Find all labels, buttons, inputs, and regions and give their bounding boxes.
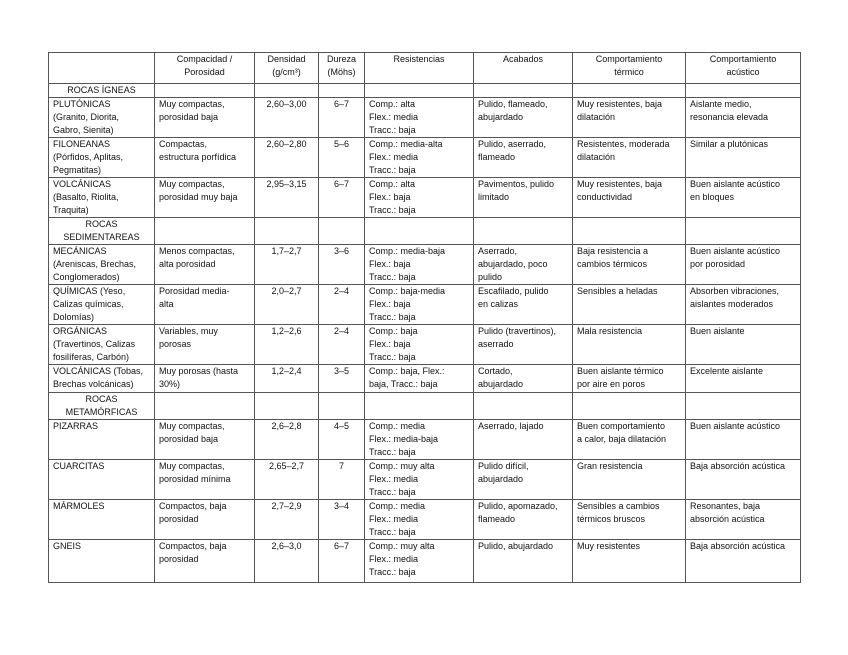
column-header-compacidad-porosidad: Compacidad / Porosidad bbox=[155, 53, 255, 84]
cell-densidad bbox=[255, 218, 319, 245]
cell-acabados bbox=[474, 84, 573, 98]
section-title: ROCAS SEDIMENTAREAS bbox=[49, 218, 155, 245]
cell-acabados: Pulido, apomazado, flameado bbox=[474, 500, 573, 540]
cell-acabados: Cortado, abujardado bbox=[474, 365, 573, 393]
cell-resistencias: Comp.: media Flex.: media-baja Tracc.: baja bbox=[365, 420, 474, 460]
cell-compacidad-porosidad: Muy compactas, porosidad baja bbox=[155, 420, 255, 460]
table-row bbox=[49, 285, 801, 325]
section-row bbox=[49, 393, 801, 420]
cell-comportamiento-termico: Buen aislante térmico por aire en poros bbox=[573, 365, 686, 393]
cell-comportamiento-termico: Muy resistentes, baja conductividad bbox=[573, 178, 686, 218]
cell-densidad: 2,6–3,0 bbox=[255, 540, 319, 583]
cell-compacidad-porosidad bbox=[155, 84, 255, 98]
rock-name-cell: VOLCÁNICAS (Tobas, Brechas volcánicas) bbox=[49, 365, 155, 393]
section-title: ROCAS METAMÓRFICAS bbox=[49, 393, 155, 420]
column-header-resistencias: Resistencias bbox=[365, 53, 474, 84]
cell-densidad: 2,7–2,9 bbox=[255, 500, 319, 540]
cell-densidad: 2,65–2,7 bbox=[255, 460, 319, 500]
cell-acabados: Pulido difícil, abujardado bbox=[474, 460, 573, 500]
rock-name-cell: FILONEANAS (Pórfidos, Aplitas, Pegmatitas) bbox=[49, 138, 155, 178]
section-row bbox=[49, 218, 801, 245]
cell-dureza: 5–6 bbox=[319, 138, 365, 178]
cell-compacidad-porosidad bbox=[155, 218, 255, 245]
cell-comportamiento-termico: Sensibles a cambios térmicos bruscos bbox=[573, 500, 686, 540]
cell-resistencias bbox=[365, 393, 474, 420]
cell-resistencias: Comp.: baja, Flex.: baja, Tracc.: baja bbox=[365, 365, 474, 393]
cell-comportamiento-acustico: Buen aislante bbox=[686, 325, 801, 365]
cell-comportamiento-acustico: Similar a plutónicas bbox=[686, 138, 801, 178]
cell-comportamiento-termico bbox=[573, 393, 686, 420]
header-row bbox=[49, 53, 801, 84]
cell-dureza bbox=[319, 84, 365, 98]
cell-dureza: 6–7 bbox=[319, 178, 365, 218]
table-row bbox=[49, 420, 801, 460]
cell-compacidad-porosidad bbox=[155, 393, 255, 420]
cell-resistencias bbox=[365, 84, 474, 98]
table-row bbox=[49, 98, 801, 138]
table-row bbox=[49, 365, 801, 393]
cell-densidad: 1,2–2,4 bbox=[255, 365, 319, 393]
cell-acabados: Pulido, aserrado, flameado bbox=[474, 138, 573, 178]
column-header-rock-type bbox=[49, 53, 155, 84]
cell-compacidad-porosidad: Muy compactas, porosidad muy baja bbox=[155, 178, 255, 218]
cell-resistencias: Comp.: baja Flex.: baja Tracc.: baja bbox=[365, 325, 474, 365]
rock-properties-table bbox=[48, 52, 801, 583]
cell-densidad bbox=[255, 84, 319, 98]
cell-densidad bbox=[255, 393, 319, 420]
cell-acabados: Aserrado, abujardado, poco pulido bbox=[474, 245, 573, 285]
cell-resistencias: Comp.: media Flex.: media Tracc.: baja bbox=[365, 500, 474, 540]
cell-acabados: Aserrado, lajado bbox=[474, 420, 573, 460]
cell-compacidad-porosidad: Muy compactas, porosidad baja bbox=[155, 98, 255, 138]
cell-comportamiento-termico: Baja resistencia a cambios térmicos bbox=[573, 245, 686, 285]
rock-name-cell: QUÍMICAS (Yeso, Calizas químicas, Dolomías) bbox=[49, 285, 155, 325]
cell-comportamiento-termico bbox=[573, 84, 686, 98]
column-header-acabados: Acabados bbox=[474, 53, 573, 84]
cell-compacidad-porosidad: Muy compactas, porosidad mínima bbox=[155, 460, 255, 500]
table-row bbox=[49, 138, 801, 178]
cell-comportamiento-acustico bbox=[686, 218, 801, 245]
cell-densidad: 2,60–2,80 bbox=[255, 138, 319, 178]
cell-dureza bbox=[319, 218, 365, 245]
cell-comportamiento-termico: Muy resistentes, baja dilatación bbox=[573, 98, 686, 138]
column-header-comportamiento-termico: Comportamiento térmico bbox=[573, 53, 686, 84]
cell-compacidad-porosidad: Variables, muy porosas bbox=[155, 325, 255, 365]
cell-comportamiento-termico: Gran resistencia bbox=[573, 460, 686, 500]
cell-comportamiento-termico bbox=[573, 218, 686, 245]
cell-compacidad-porosidad: Compactos, baja porosidad bbox=[155, 500, 255, 540]
cell-comportamiento-acustico: Buen aislante acústico en bloques bbox=[686, 178, 801, 218]
cell-resistencias: Comp.: muy alta Flex.: media Tracc.: baja bbox=[365, 540, 474, 583]
cell-dureza: 3–4 bbox=[319, 500, 365, 540]
section-row bbox=[49, 84, 801, 98]
cell-acabados bbox=[474, 393, 573, 420]
cell-comportamiento-acustico: Buen aislante acústico por porosidad bbox=[686, 245, 801, 285]
cell-resistencias: Comp.: alta Flex.: baja Tracc.: baja bbox=[365, 178, 474, 218]
cell-densidad: 2,0–2,7 bbox=[255, 285, 319, 325]
cell-resistencias: Comp.: media-baja Flex.: baja Tracc.: baja bbox=[365, 245, 474, 285]
cell-densidad: 1,2–2,6 bbox=[255, 325, 319, 365]
cell-resistencias: Comp.: muy alta Flex.: media Tracc.: baja bbox=[365, 460, 474, 500]
cell-densidad: 1,7–2,7 bbox=[255, 245, 319, 285]
cell-resistencias bbox=[365, 218, 474, 245]
cell-comportamiento-acustico bbox=[686, 393, 801, 420]
table-row bbox=[49, 460, 801, 500]
table-row bbox=[49, 245, 801, 285]
cell-dureza: 6–7 bbox=[319, 98, 365, 138]
cell-acabados: Pulido (travertinos), aserrado bbox=[474, 325, 573, 365]
cell-acabados: Pulido, abujardado bbox=[474, 540, 573, 583]
cell-comportamiento-termico: Buen comportamiento a calor, baja dilatación bbox=[573, 420, 686, 460]
rock-name-cell: MÁRMOLES bbox=[49, 500, 155, 540]
cell-compacidad-porosidad: Porosidad media- alta bbox=[155, 285, 255, 325]
cell-dureza: 2–4 bbox=[319, 285, 365, 325]
cell-acabados bbox=[474, 218, 573, 245]
cell-compacidad-porosidad: Compactas, estructura porfídica bbox=[155, 138, 255, 178]
table-row bbox=[49, 178, 801, 218]
rock-name-cell: VOLCÁNICAS (Basalto, Riolita, Traquita) bbox=[49, 178, 155, 218]
rock-name-cell: GNEIS bbox=[49, 540, 155, 583]
rock-name-cell: ORGÁNICAS (Travertinos, Calizas fosilíferas, Carbón) bbox=[49, 325, 155, 365]
cell-densidad: 2,95–3,15 bbox=[255, 178, 319, 218]
cell-resistencias: Comp.: alta Flex.: media Tracc.: baja bbox=[365, 98, 474, 138]
cell-acabados: Pavimentos, pulido limitado bbox=[474, 178, 573, 218]
cell-dureza bbox=[319, 393, 365, 420]
cell-comportamiento-acustico: Baja absorción acústica bbox=[686, 540, 801, 583]
cell-comportamiento-termico: Mala resistencia bbox=[573, 325, 686, 365]
cell-comportamiento-acustico: Aislante medio, resonancia elevada bbox=[686, 98, 801, 138]
cell-comportamiento-acustico: Buen aislante acústico bbox=[686, 420, 801, 460]
cell-dureza: 6–7 bbox=[319, 540, 365, 583]
column-header-dureza: Dureza (Möhs) bbox=[319, 53, 365, 84]
cell-comportamiento-termico: Resistentes, moderada dilatación bbox=[573, 138, 686, 178]
rock-name-cell: PIZARRAS bbox=[49, 420, 155, 460]
cell-acabados: Pulido, flameado, abujardado bbox=[474, 98, 573, 138]
cell-comportamiento-acustico: Excelente aislante bbox=[686, 365, 801, 393]
cell-resistencias: Comp.: media-alta Flex.: media Tracc.: baja bbox=[365, 138, 474, 178]
cell-resistencias: Comp.: baja-media Flex.: baja Tracc.: baja bbox=[365, 285, 474, 325]
cell-comportamiento-acustico: Baja absorción acústica bbox=[686, 460, 801, 500]
table-row bbox=[49, 325, 801, 365]
table-row bbox=[49, 500, 801, 540]
cell-compacidad-porosidad: Menos compactas, alta porosidad bbox=[155, 245, 255, 285]
cell-comportamiento-acustico: Absorben vibraciones, aislantes moderados bbox=[686, 285, 801, 325]
cell-comportamiento-acustico bbox=[686, 84, 801, 98]
cell-compacidad-porosidad: Compactos, baja porosidad bbox=[155, 540, 255, 583]
cell-comportamiento-acustico: Resonantes, baja absorción acústica bbox=[686, 500, 801, 540]
cell-comportamiento-termico: Sensibles a heladas bbox=[573, 285, 686, 325]
column-header-densidad: Densidad (g/cm³) bbox=[255, 53, 319, 84]
rock-name-cell: MECÁNICAS (Areniscas, Brechas, Conglomerados) bbox=[49, 245, 155, 285]
rock-name-cell: PLUTÓNICAS (Granito, Diorita, Gabro, Sienita) bbox=[49, 98, 155, 138]
column-header-comportamiento-acustico: Comportamiento acústico bbox=[686, 53, 801, 84]
cell-dureza: 3–5 bbox=[319, 365, 365, 393]
table-row bbox=[49, 540, 801, 583]
rock-name-cell: CUARCITAS bbox=[49, 460, 155, 500]
cell-comportamiento-termico: Muy resistentes bbox=[573, 540, 686, 583]
section-title: ROCAS ÍGNEAS bbox=[49, 84, 155, 98]
cell-densidad: 2,60–3,00 bbox=[255, 98, 319, 138]
cell-dureza: 7 bbox=[319, 460, 365, 500]
cell-acabados: Escafilado, pulido en calizas bbox=[474, 285, 573, 325]
cell-dureza: 3–6 bbox=[319, 245, 365, 285]
cell-dureza: 4–5 bbox=[319, 420, 365, 460]
cell-densidad: 2,6–2,8 bbox=[255, 420, 319, 460]
cell-compacidad-porosidad: Muy porosas (hasta 30%) bbox=[155, 365, 255, 393]
cell-dureza: 2–4 bbox=[319, 325, 365, 365]
